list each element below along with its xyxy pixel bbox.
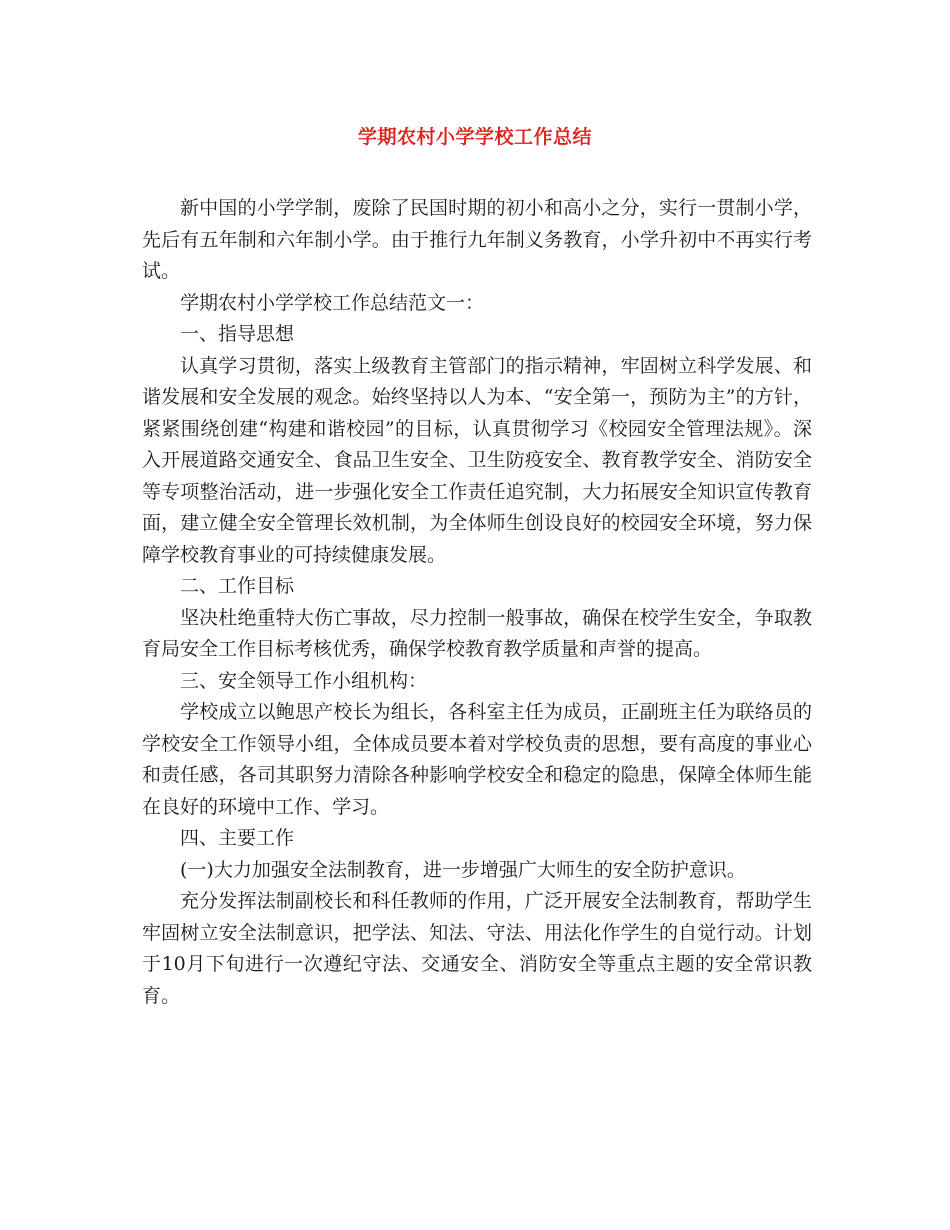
section-heading-guiding-ideology: 一、指导思想 [180,323,295,345]
main-work-subheading-1: (一)大力加强安全法制教育，进一步增强广大师生的安全防护意识。 [180,858,746,881]
intro-paragraph: 新中国的小学学制，废除了民国时期的初小和高小之分，实行一贯制小学，先后有五年制和六年制小学。由于推行九年制义务教育，小学升初中不再实行考试。 [142,197,812,282]
work-goals-paragraph: 坚决杜绝重特大伤亡事故，尽力控制一般事故，确保在校学生安全，争取教育局安全工作目标考核优秀，确保学校教育教学质量和声誉的提高。 [142,606,812,660]
safety-group-paragraph: 学校成立以鲍思产校长为组长，各科室主任为成员，正副班主任为联络员的学校安全工作领导小组，全体成员要本着对学校负责的思想，要有高度的事业心和责任感，各司其职努力清除各种影响学校安全和稳定的隐患，保障全体师生能在良好的环境中工作、学习。 [142,701,812,818]
section-heading-work-goals: 二、工作目标 [180,575,295,597]
section-heading-safety-group: 三、安全领导工作小组机构： [180,669,428,692]
section-heading-main-work: 四、主要工作 [180,827,295,849]
sample-heading: 学期农村小学学校工作总结范文一： [180,291,485,314]
document-title: 学期农村小学学校工作总结 [357,126,592,148]
guiding-ideology-paragraph: 认真学习贯彻，落实上级教育主管部门的指示精神，牢固树立科学发展、和谐发展和安全发展的观念。始终坚持以人为本、“安全第一，预防为主”的方针，紧紧围绕创建“构建和谐校园”的目标，认真贯彻学习《校园安全管理法规》。深入开展道路交通安全、食品卫生安全、卫生防疫安全、教育教学安全、消防安全等专项整治活动，进一步强化安全工作责任追究制，大力拓展安全知识宣传教育面，建立健全安全管理长效机制，为全体师生创设良好的校园安全环境，努力保障学校教育事业的可持续健康发展。 [142,354,812,566]
document-body [142,193,812,1012]
main-work-paragraph-1: 充分发挥法制副校长和科任教师的作用，广泛开展安全法制教育，帮助学生牢固树立安全法制意识，把学法、知法、守法、用法化作学生的自觉行动。计划于10月下旬进行一次遵纪守法、交通安全、消防安全等重点主题的安全常识教育。 [142,890,812,1007]
